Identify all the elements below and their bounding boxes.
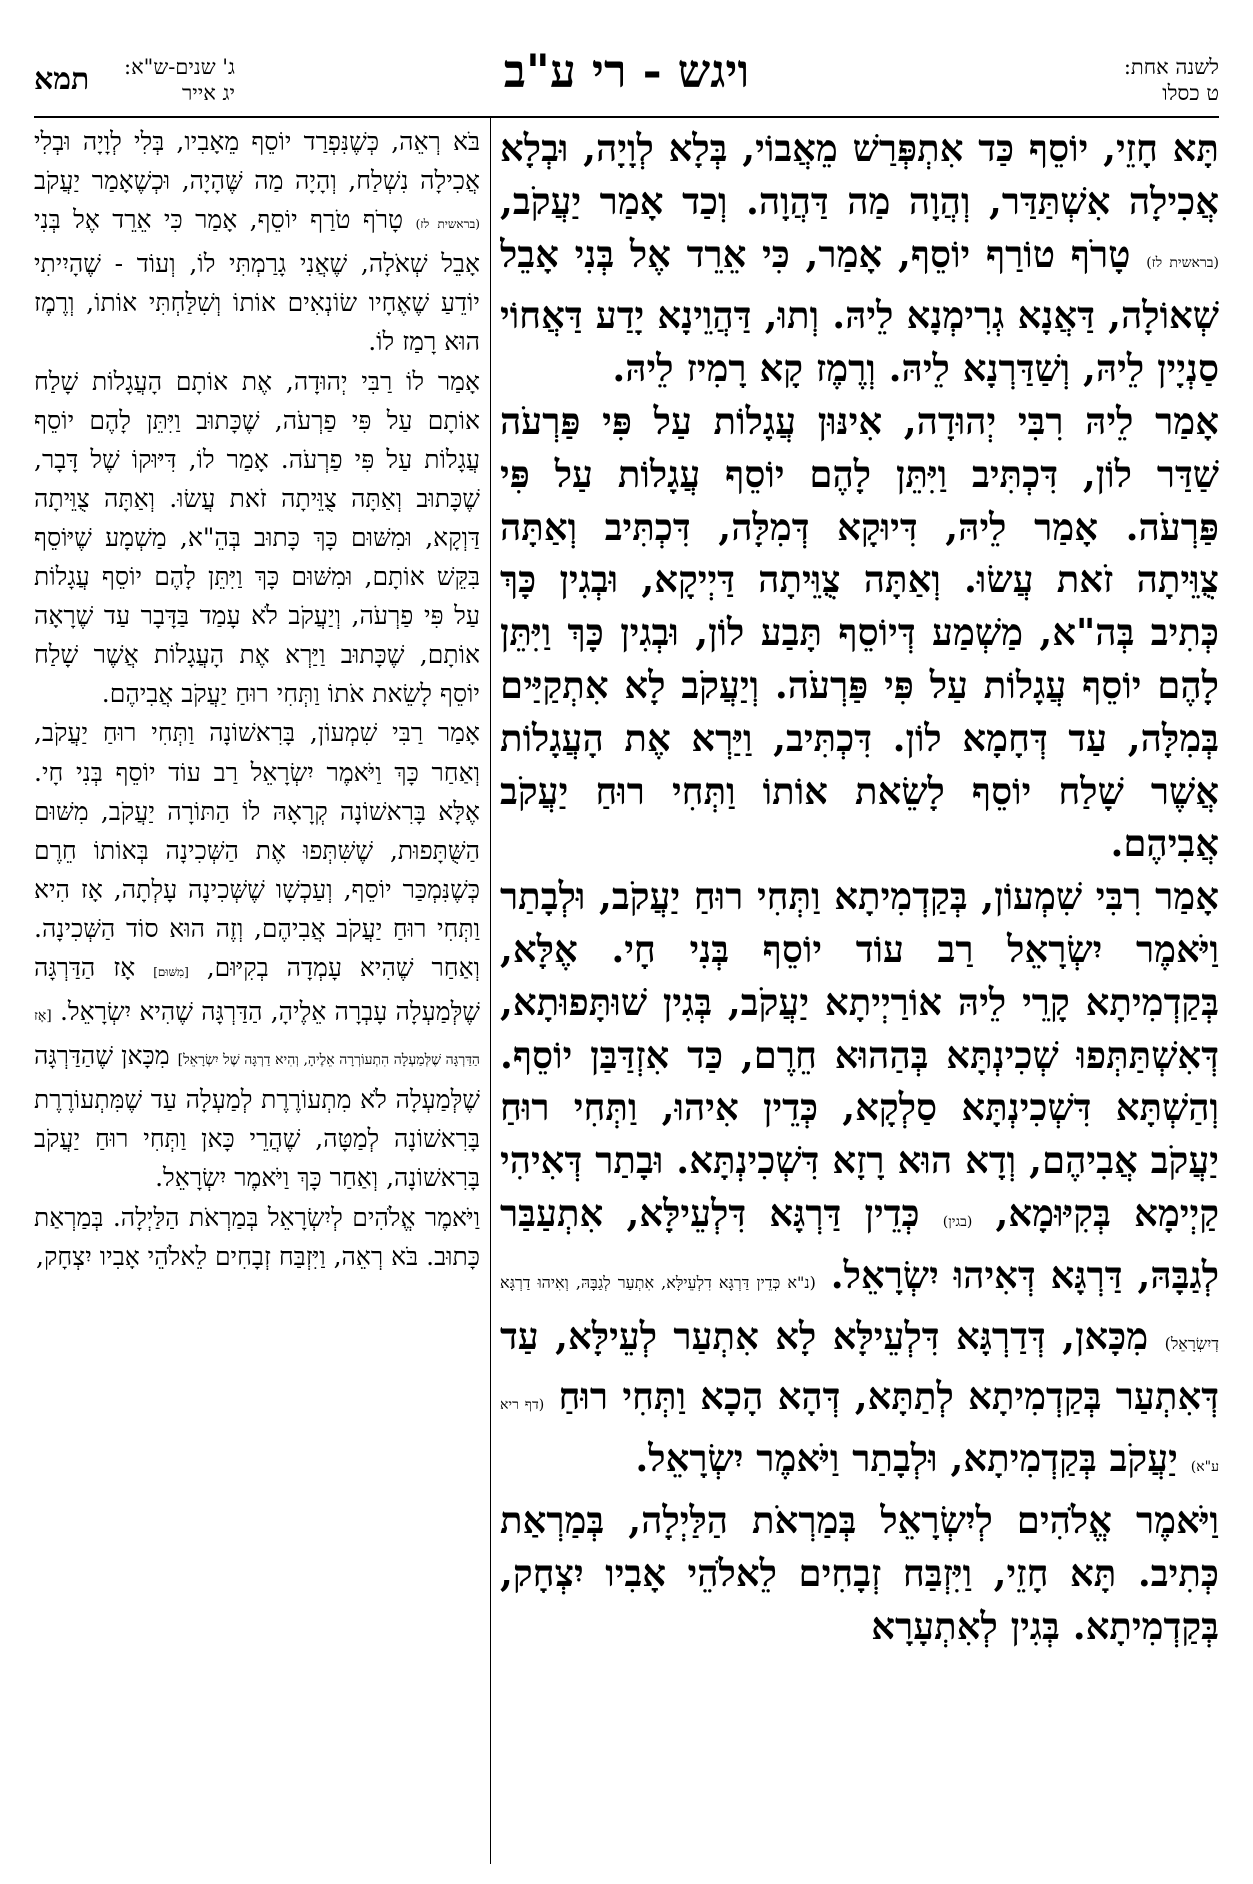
page-title: ויגש - רי ע"ב xyxy=(503,44,750,98)
main-citation: (בראשית לז) xyxy=(1146,254,1219,271)
column-divider xyxy=(490,118,491,1864)
main-paragraph-4: וַיֹּאמֶר אֱלֹהִים לְיִשְׂרָאֵל בְּמַרְאֹת הַלַּיְלָה, בְּמַרְאַת כְּתִיב. תָּא חָזֵי, וַיִּזְבַּח זְבָחִים לֵאלֹהֵי אָבִיו יִצְחָק, בְּקַדְמִיתָא. בְּגִין לְאִתְעָרָא xyxy=(500,1497,1219,1648)
header-three-year-label: ג' שנים-ש"א: xyxy=(124,55,235,79)
header-left-info xyxy=(124,54,235,106)
side-variant-note: [אָז הַדַּרְגָּה שֶׁלְּמַעְלָה הִתְעוֹרְרָה אֵלֶיהָ, וְהִיא דַרְגָּה שֶׁל יִשְׂרָאֵל] xyxy=(34,1008,480,1069)
side-citation: (בראשית לז) xyxy=(415,217,480,232)
header-three-year-date: יג אייר xyxy=(181,81,235,105)
page-number: תמא xyxy=(34,62,90,97)
main-column-aramaic xyxy=(500,122,1219,1864)
side-paragraph-2: אָמַר לוֹ רַבִּי יְהוּדָה, אֶת אוֹתָם הָעֲגָלוֹת שָׁלַח אוֹתָם עַל פִּי פַרְעֹה, שֶׁכָּתוּב וַיִּתֵּן לָהֶם יוֹסֵף עֲגָלוֹת עַל פִּי פַרְעֹה. אָמַר לוֹ, דִּיּוּקוֹ שֶׁל דָּבָר, שֶׁכָּתוּב וְאַתָּה צֻוֵּיתָה זֹאת עֲשׂוּ. וְאַתָּה צֻוֵּיתָה דַּוְקָא, וּמִשּׁוּם כָּךְ כָּתוּב בְּהֵ"א, מַשְׁמָע שֶׁיּוֹסֵף בִּקֵּשׁ אוֹתָם, וּמִשּׁוּם כָּךְ וַיִּתֵּן לָהֶם יוֹסֵף עֲגָלוֹת עַל פִּי פַרְעֹה, וְיַעֲקֹב לֹא עָמַד בַּדָּבָר עַד שֶׁרָאָה אוֹתָם, שֶׁכָּתוּב וַיַּרְא אֶת הָעֲגָלוֹת אֲשֶׁר שָׁלַח יוֹסֵף לָשֵׂאת אֹתוֹ וַתְּחִי רוּחַ יַעֲקֹב אֲבִיהֶם. xyxy=(34,366,480,709)
side-column-hebrew-translation xyxy=(34,122,480,1864)
main-paragraph-3: אָמַר רִבִּי שִׁמְעוֹן, בְּקַדְמִיתָא וַתְּחִי רוּחַ יַעֲקֹב, וּלְבָתַר וַיֹּאמֶר יִשְׂרָאֵל רַב עוֹד יוֹסֵף בְּנִי חָי. אֶלָּא, בְּקַדְמִיתָא קָרֵי לֵיהּ אוֹרַיְיתָא יַעֲקֹב, בְּגִין שׁוּתָּפוּתָא, דְּאִשְׁתַּתְּפוּ שְׁכִינְתָּא בְּהַהוּא חֵרֶם, כַּד אִזְדַּבַּן יוֹסֵף. וְהַשְׁתָּא דִּשְׁכִינְתָּא סַלְקָא, כְּדֵין אִיהוּ, וַתְּחִי רוּחַ יַעֲקֹב אֲבִיהֶם, וְדָא הוּא רָזָא דִּשְׁכִינְתָּא. וּבָתַר דְּאִיהִי קַיְימָא בְּקִיּוּמָא, (בגין) כְּדֵין דַּרְגָּא דִּלְעֵילָּא, אִתְעַבַּר לְגַבָּהּ, דַּרְגָּא דְּאִיהוּ יִשְׂרָאֵל. (נ"א כְּדֵין דַּרְגָּא דִלְעֵילָּא, אִתְעַר לְגַבָּהּ, וְאִיהוּ דַרְגָּא דְיִשְׂרָאֵל) מִכָּאן, דְּדַרְגָּא דִּלְעֵילָּא לָא אִתְעַר לְעֵילָּא, עַד דְּאִתְעַר בְּקַדְמִיתָא לְתַתָּא, דְּהָא הָכָא וַתְּחִי רוּחַ (דף ריא ע"א) יַעֲקֹב בְּקַדְמִיתָא, וּלְבָתַר וַיֹּאמֶר יִשְׂרָאֵל. xyxy=(500,874,1219,1481)
page-header xyxy=(34,40,1219,120)
main-citation: (בגין) xyxy=(942,1213,973,1230)
header-one-year-date: ט כסלו xyxy=(1162,81,1219,105)
side-citation: [מִשּׁוּם] xyxy=(153,964,189,979)
main-paragraph-2: אָמַר לֵיהּ רִבִּי יְהוּדָה, אִינּוּן עֲגָלוֹת עַל פִּי פַּרְעֹה שַׁדַּר לוֹן, דִּכְתִּיב וַיִּתֵּן לָהֶם יוֹסֵף עֲגָלוֹת עַל פִּי פַּרְעֹה. אָמַר לֵיהּ, דִּיוּקָא דְּמִלָּה, דִּכְתִּיב וְאַתָּה צֻוֵּיתָה זֹאת עֲשׂוּ. וְאַתָּה צֻוֵּיתָה דַּיְיקָא, וּבְגִין כָּךְ כְּתִיב בְּה"א, מַשְׁמַע דְּיוֹסֵף תָּבַע לוֹן, וּבְגִין כָּךְ וַיִּתֵּן לָהֶם יוֹסֵף עֲגָלוֹת עַל פִּי פַּרְעֹה. וְיַעֲקֹב לָא אִתְקַיַּים בְּמִלָּה, עַד דְּחָמָא לוֹן. דִּכְתִּיב, וַיַּרְא אֶת הָעֲגָלוֹת אֲשֶׁר שָׁלַח יוֹסֵף לָשֵׂאת אוֹתוֹ וַתְּחִי רוּחַ יַעֲקֹב אֲבִיהֶם. xyxy=(500,398,1219,866)
side-paragraph-3: אָמַר רַבִּי שִׁמְעוֹן, בָּרִאשׁוֹנָה וַתְּחִי רוּחַ יַעֲקֹב, וְאַחַר כָּךְ וַיֹּאמֶר יִשְׂרָאֵל רַב עוֹד יוֹסֵף בְּנִי חָי. אֶלָּא בָּרִאשׁוֹנָה קְרָאָהּ לוֹ הַתּוֹרָה יַעֲקֹב, מִשּׁוּם הַשֻּׁתָּפוּת, שֶׁשִּׁתְּפוּ אֶת הַשְּׁכִינָה בְּאוֹתוֹ חֵרֶם כְּשֶׁנִּמְכַּר יוֹסֵף, וְעַכְשָׁו שֶׁשְּׁכִינָה עָלְתָה, אָז הִיא וַתְּחִי רוּחַ יַעֲקֹב אֲבִיהֶם, וְזֶה הוּא סוֹד הַשְּׁכִינָה. וְאַחַר שֶׁהִיא עָמְדָה בְקִיּוּם, [מִשּׁוּם] אָז הַדַּרְגָּה שֶׁלְּמַעְלָה עָבְרָה אֵלֶיהָ, הַדַּרְגָּה שֶׁהִיא יִשְׂרָאֵל. [אָז הַדַּרְגָּה שֶׁלְּמַעְלָה הִתְעוֹרְרָה אֵלֶיהָ, וְהִיא דַרְגָּה שֶׁל יִשְׂרָאֵל] מִכָּאן שֶׁהַדַּרְגָּה שֶׁלְּמַעְלָה לֹא מִתְעוֹרֶרֶת לְמַעְלָה עַד שֶׁמִּתְעוֹרֶרֶת בָּרִאשׁוֹנָה לְמַטָּה, שֶׁהֲרֵי כָּאן וַתְּחִי רוּחַ יַעֲקֹב בָּרִאשׁוֹנָה, וְאַחַר כָּךְ וַיֹּאמֶר יִשְׂרָאֵל. xyxy=(34,718,480,1193)
main-variant-note: (נ"א כְּדֵין דַּרְגָּא דִלְעֵילָּא, אִתְעַר לְגַבָּהּ, וְאִיהוּ דַרְגָּא דְיִשְׂרָאֵל) xyxy=(500,1272,1219,1353)
side-paragraph-4: וַיֹּאמֶר אֱלֹהִים לְיִשְׂרָאֵל בְּמַרְאֹת הַלַּיְלָה. בְּמַרְאַת כָּתוּב. בֹּא רְאֵה, וַיִּזְבַּח זְבָחִים לֵאלֹהֵי אָבִיו יִצְחָק, xyxy=(34,1202,480,1271)
header-divider xyxy=(34,116,1219,118)
header-one-year-label: לשנה אחת: xyxy=(1123,55,1219,79)
main-paragraph-1: תָּא חָזֵי, יוֹסֵף כַּד אִתְפְּרַשׁ מֵאֲבוֹי, בְּלָא לְוָיָה, וּבְלָא אֲכִילָה אִשְׁתַּדַּר, וְהֲוָה מַה דַּהֲוָה. וְכַד אָמַר יַעֲקֹב, (בראשית לז) טָרֹף טוֹרַף יוֹסֵף, אָמַר, כִּי אֵרֵד אֶל בְּנִי אָבֵל שְׁאוֹלָה, דַּאֲנָא גְרִימְנָא לֵיהּ. וְתוּ, דַּהֲוֵינָא יָדַע דַּאֲחוֹי סַנְיָין לֵיהּ, וְשַׁדַּרְנָא לֵיהּ. וְרֶמֶז קָא רָמִיז לֵיהּ. xyxy=(500,126,1219,391)
main-folio-ref: (דף ריא ע"א) xyxy=(500,1397,1219,1476)
side-paragraph-1: בֹּא רְאֵה, כְּשֶׁנִּפְרַד יוֹסֵף מֵאָבִיו, בְּלִי לְוָיָה וּבְלִי אֲכִילָה נִשְׁלַח, וְהָיָה מַה שֶּׁהָיָה, וּכְשֶׁאָמַר יַעֲקֹב (בראשית לז) טָרֹף טֹרַף יוֹסֵף, אָמַר כִּי אֵרֵד אֶל בְּנִי אָבֵל שְׁאֹלָה, שֶׁאֲנִי גָרַמְתִּי לוֹ, וְעוֹד - שֶׁהָיִיתִי יוֹדֵעַ שֶׁאֶחָיו שׂוֹנְאִים אוֹתוֹ וְשִׁלַּחְתִּי אוֹתוֹ, וְרֶמֶז הוּא רָמַז לוֹ. xyxy=(34,127,480,357)
